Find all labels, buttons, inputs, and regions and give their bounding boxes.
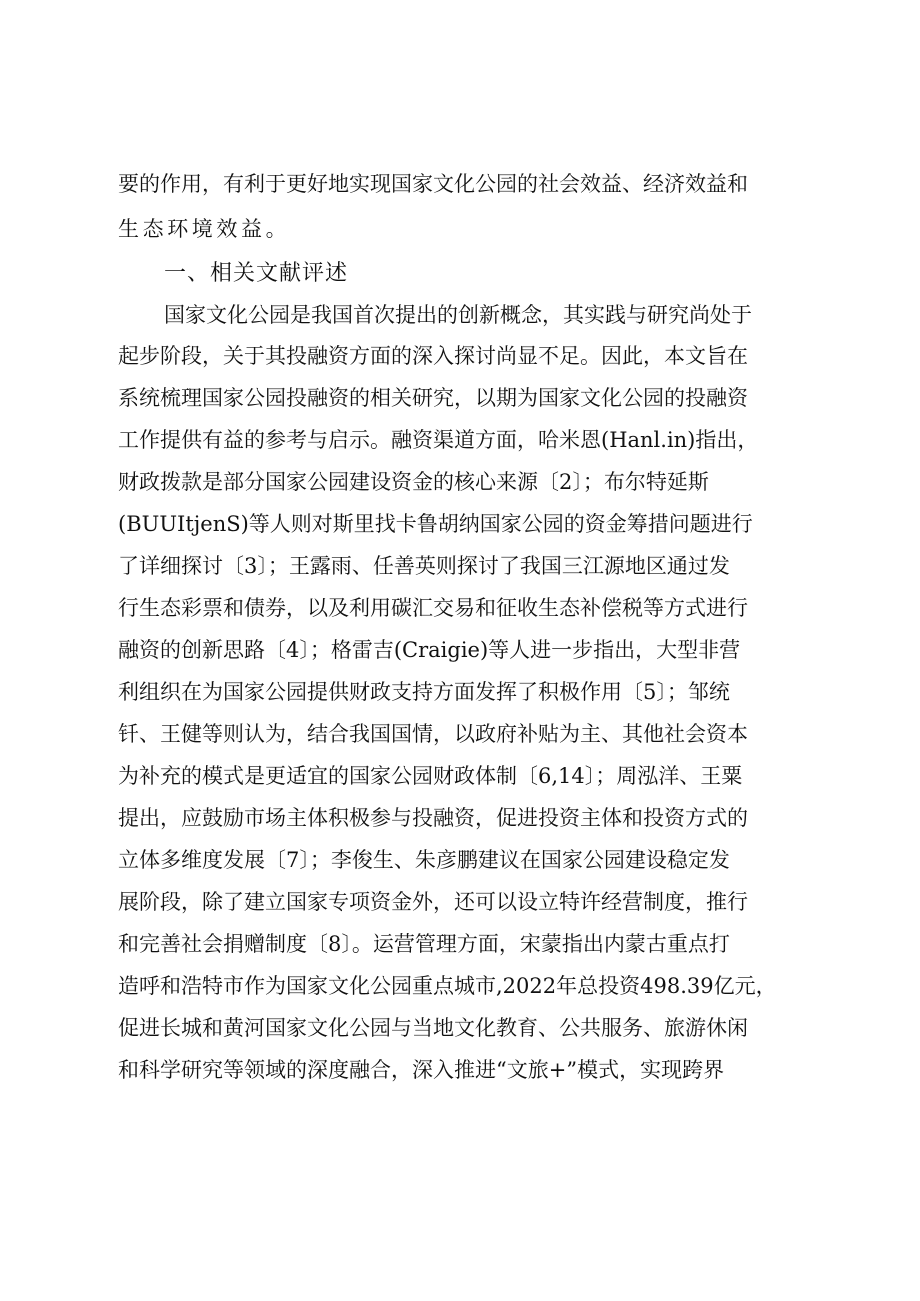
paragraph-line: 利组织在为国家公园提供财政支持方面发挥了积极作用〔5〕；邹统 (118, 680, 730, 704)
paragraph-line: 为补充的模式是更适宜的国家公园财政体制〔6,14〕；周泓洋、王粟 (118, 764, 743, 788)
intro-line: 要的作用，有利于更好地实现国家文化公园的社会效益、经济效益和 (118, 172, 748, 196)
paragraph-line: 财政拨款是部分国家公园建设资金的核心来源〔2〕；布尔特延斯 (118, 470, 709, 494)
paragraph-line: 和科学研究等领域的深度融合，深入推进“文旅+”模式，实现跨界 (118, 1058, 725, 1082)
paragraph-line: 展阶段，除了建立国家专项资金外，还可以设立特许经营制度，推行 (118, 890, 748, 914)
paragraph-line: 起步阶段，关于其投融资方面的深入探讨尚显不足。因此，本文旨在 (118, 344, 748, 368)
paragraph-line: 提出，应鼓励市场主体积极参与投融资，促进投资主体和投资方式的 (118, 806, 748, 830)
intro-line: 生态环境效益。 (118, 217, 291, 241)
paragraph-line: 钎、王健等则认为，结合我国国情，以政府补贴为主、其他社会资本 (118, 722, 748, 746)
paragraph-line: 融资的创新思路〔4〕；格雷吉(Craigie)等人进一步指出，大型非营 (118, 638, 741, 662)
paragraph-line: 促进长城和黄河国家文化公园与当地文化教育、公共服务、旅游休闲 (118, 1016, 748, 1040)
paragraph-line: 了详细探讨〔3〕；王露雨、任善英则探讨了我国三江源地区通过发 (118, 554, 730, 578)
paragraph-line: (BUUItjenS)等人则对斯里找卡鲁胡纳国家公园的资金筹措问题进行 (118, 512, 753, 536)
paragraph-line: 系统梳理国家公园投融资的相关研究，以期为国家文化公园的投融资 (118, 386, 748, 410)
paragraph-line: 立体多维度发展〔7〕；李俊生、朱彦鹏建议在国家公园建设稳定发 (118, 848, 730, 872)
paragraph-first-line: 国家文化公园是我国首次提出的创新概念，其实践与研究尚处于 (164, 303, 752, 327)
paragraph-line: 行生态彩票和债券，以及利用碳汇交易和征收生态补偿税等方式进行 (118, 596, 748, 620)
paragraph-line: 造呼和浩特市作为国家文化公园重点城市,2022年总投资498.39亿元， (118, 974, 777, 998)
paragraph-line: 工作提供有益的参考与启示。融资渠道方面，哈米恩(Hanl.in)指出， (118, 428, 759, 452)
paragraph-line: 和完善社会捐赠制度〔8〕。运营管理方面，宋蒙指出内蒙古重点打 (118, 932, 730, 956)
section-heading: 一、相关文献评述 (164, 261, 349, 286)
